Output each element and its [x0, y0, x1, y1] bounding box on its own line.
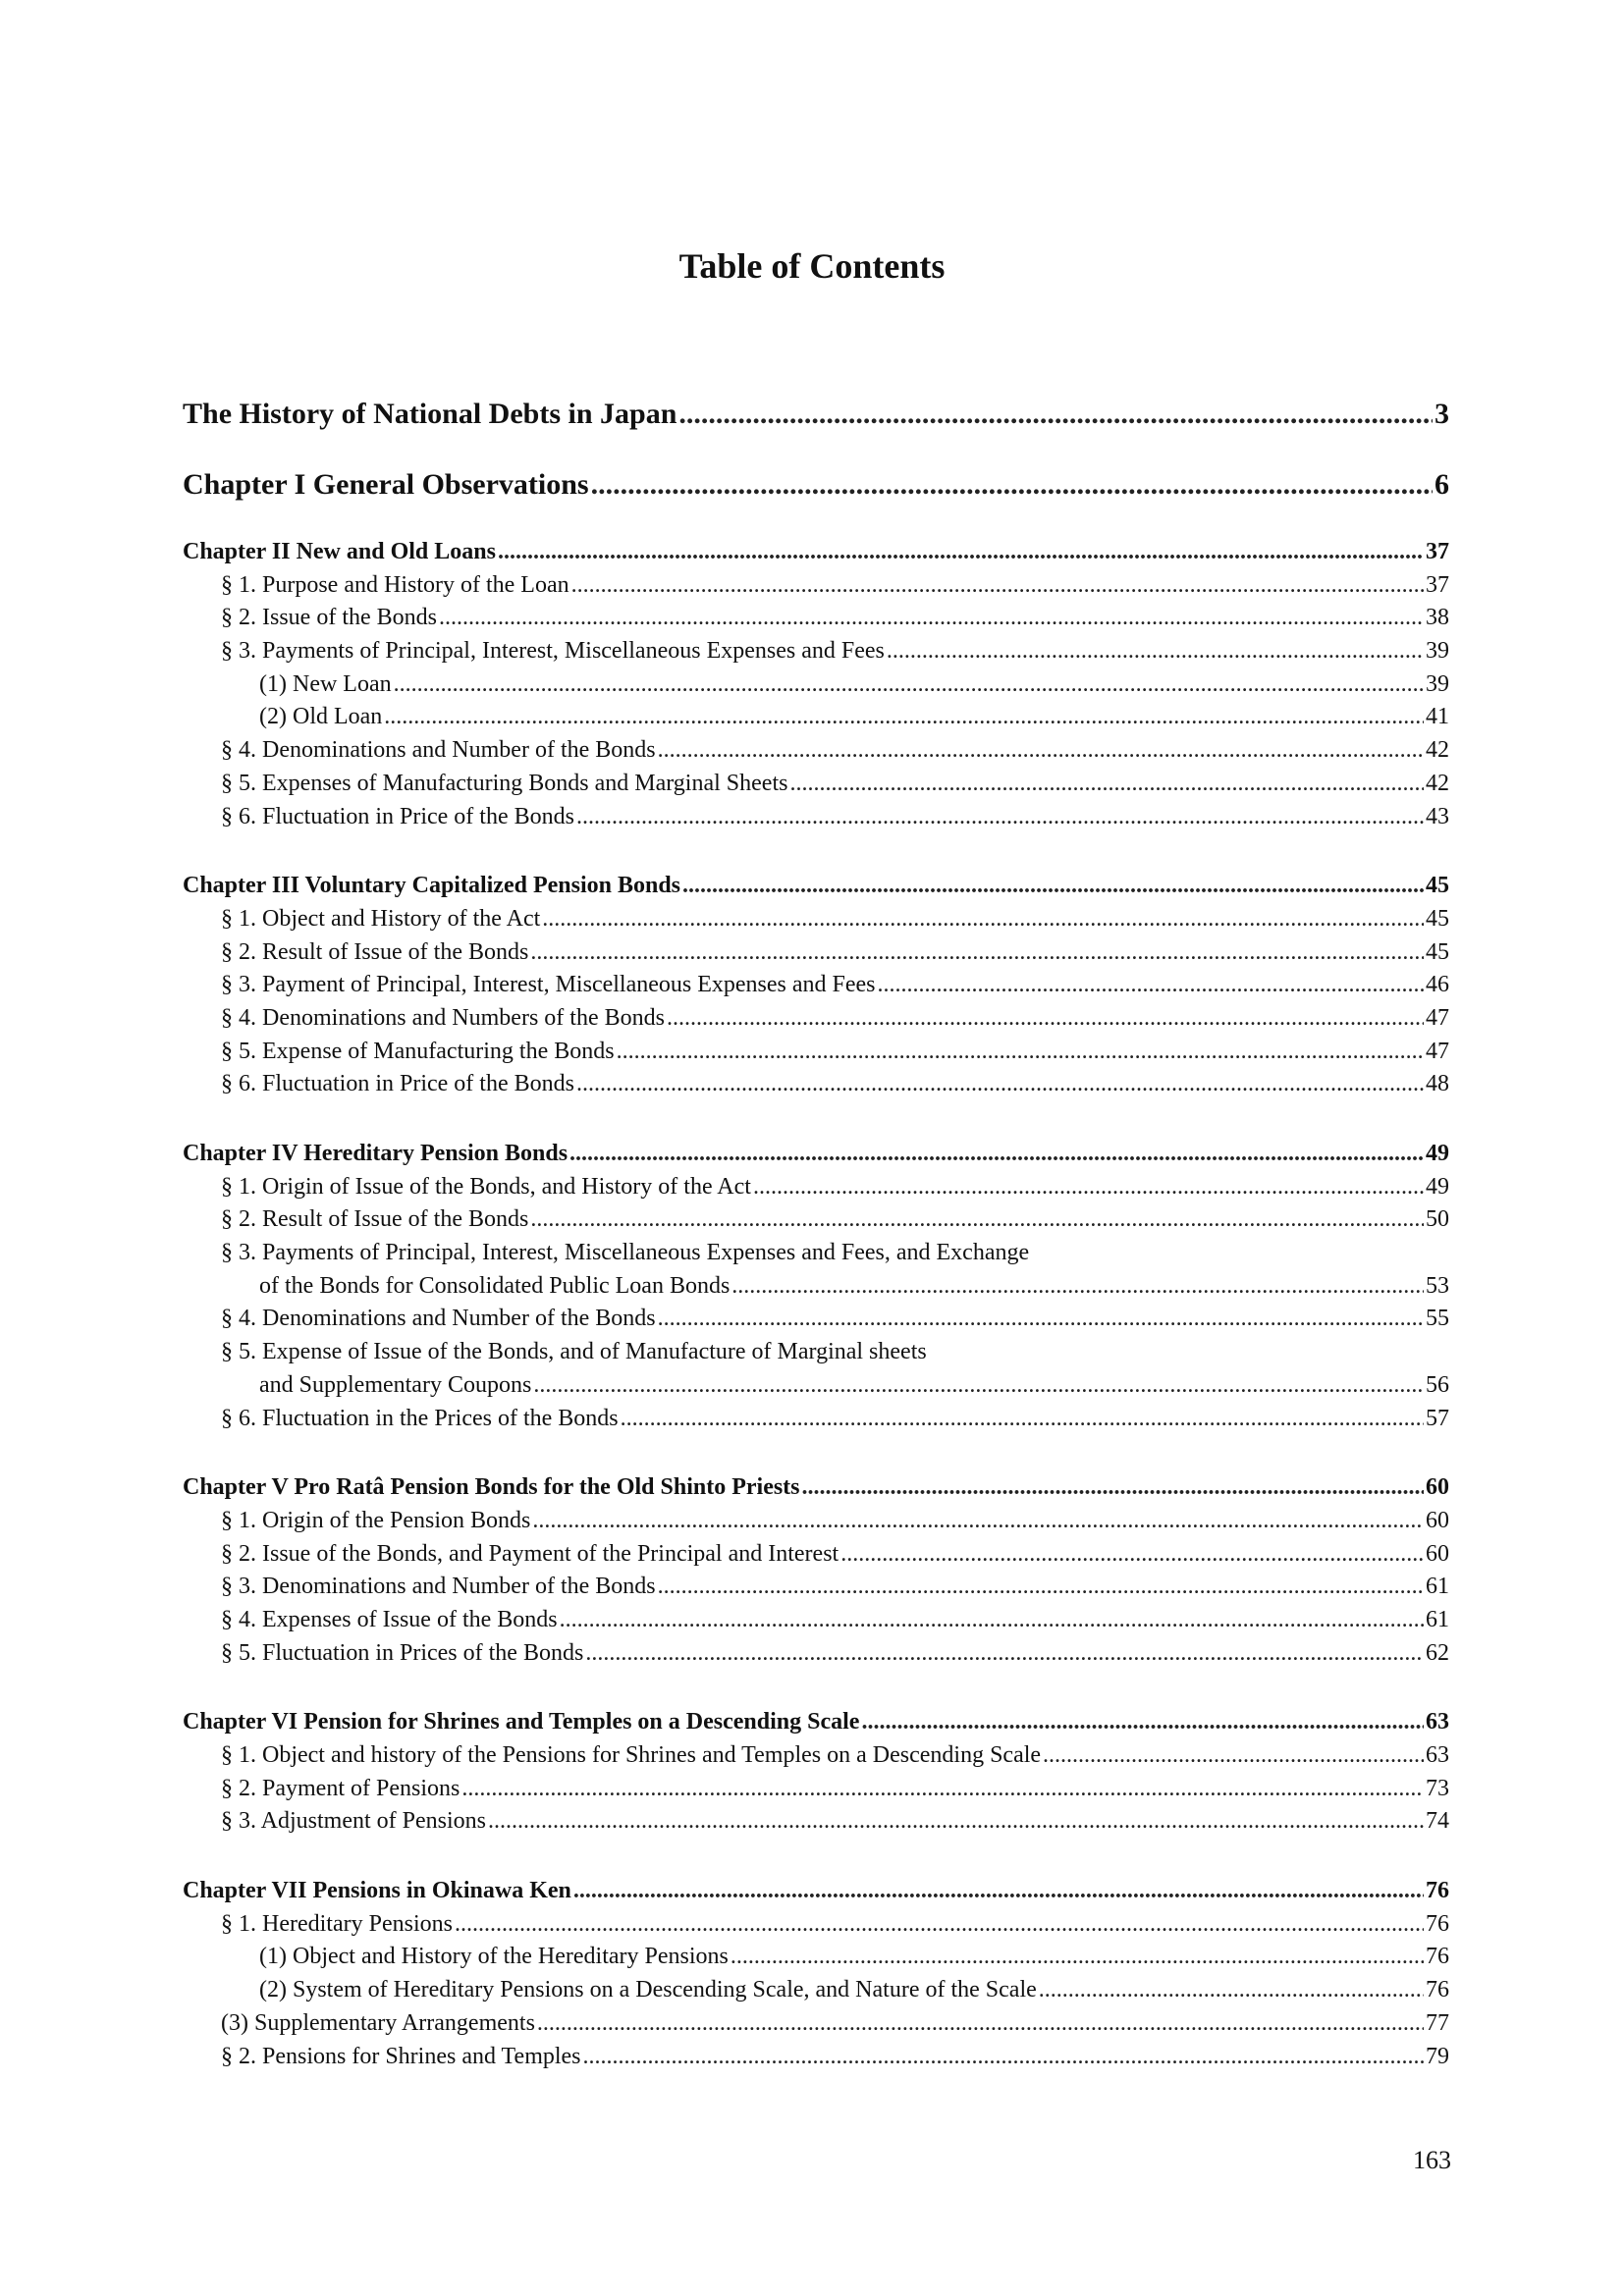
page-ref: 76 — [1426, 1977, 1449, 2003]
entry-title: § 6. Fluctuation in Price of the Bonds — [221, 803, 574, 829]
page-ref: 61 — [1426, 1606, 1449, 1632]
entry-title: Chapter V Pro Ratâ Pension Bonds for the Old Shinto Priests — [183, 1474, 800, 1501]
chapter-block — [183, 536, 1449, 833]
toc-section-entry — [183, 1773, 1449, 1806]
dot-leader — [461, 1773, 1424, 1806]
dot-leader — [617, 1036, 1424, 1069]
entry-title: § 2. Pensions for Shrines and Temples — [221, 2043, 581, 2069]
dot-leader — [542, 903, 1424, 936]
page-ref: 46 — [1426, 972, 1449, 998]
page-ref: 63 — [1426, 1742, 1449, 1768]
page-ref: 73 — [1426, 1775, 1449, 1801]
page-ref: 45 — [1426, 938, 1449, 965]
entry-title: Chapter VI Pension for Shrines and Temples on a Descending Scale — [183, 1709, 860, 1735]
entry-title: § 1. Origin of Issue of the Bonds, and History of the Act — [221, 1173, 751, 1200]
entry-title: Chapter III Voluntary Capitalized Pension Bonds — [183, 873, 680, 899]
dot-leader — [1043, 1739, 1424, 1773]
dot-leader — [840, 1538, 1424, 1572]
dot-leader — [861, 1706, 1424, 1739]
toc-section-entry — [183, 1908, 1449, 1942]
page-ref: 6 — [1435, 468, 1449, 501]
toc-section-entry — [183, 768, 1449, 801]
dot-leader — [573, 1875, 1424, 1908]
dot-leader — [439, 602, 1424, 635]
toc-section-entry — [183, 1270, 1449, 1304]
dot-leader — [878, 969, 1424, 1002]
dot-leader — [887, 635, 1424, 668]
dot-leader — [530, 1203, 1424, 1237]
toc-major-entry — [183, 395, 1449, 434]
toc-section-entry — [183, 1805, 1449, 1839]
dot-leader — [583, 2041, 1424, 2074]
entry-title: The History of National Debts in Japan — [183, 398, 677, 430]
toc-major-entry — [183, 465, 1449, 505]
entry-title: § 2. Issue of the Bonds, and Payment of the Principal and Interest — [221, 1540, 839, 1567]
page-ref: 49 — [1426, 1141, 1449, 1166]
toc-section-entry — [183, 1739, 1449, 1773]
toc-section-entry — [183, 1369, 1449, 1403]
dot-leader — [678, 395, 1433, 434]
entry-title: § 3. Payments of Principal, Interest, Miscellaneous Expenses and Fees — [221, 638, 885, 665]
toc-section-entry — [183, 1036, 1449, 1069]
entry-title: § 6. Fluctuation in Price of the Bonds — [221, 1071, 574, 1097]
page-ref: 76 — [1426, 1910, 1449, 1937]
entry-title: § 3. Adjustment of Pensions — [221, 1808, 487, 1835]
page-ref: 61 — [1426, 1574, 1449, 1600]
entry-title: § 1. Purpose and History of the Loan — [221, 571, 569, 598]
page-ref: 47 — [1426, 1004, 1449, 1031]
toc-section-entry — [183, 1538, 1449, 1572]
toc-section-entry — [183, 2007, 1449, 2041]
page-ref: 39 — [1426, 670, 1449, 697]
chapter-block — [183, 1138, 1449, 1435]
toc-chapter-heading — [183, 1138, 1449, 1171]
toc-chapter-heading — [183, 1875, 1449, 1908]
page-ref: 39 — [1426, 638, 1449, 665]
page-ref: 56 — [1426, 1371, 1449, 1398]
toc-section-entry — [183, 903, 1449, 936]
dot-leader — [560, 1604, 1424, 1637]
dot-leader — [576, 801, 1424, 834]
toc-section-lead-line: § 5. Expense of Issue of the Bonds, and of Manufacture of Marginal sheets — [221, 1339, 927, 1365]
toc-section-entry — [183, 1068, 1449, 1101]
entry-title: Chapter I General Observations — [183, 468, 589, 501]
toc-section-entry — [183, 1637, 1449, 1671]
dot-leader — [731, 1941, 1424, 1974]
dot-leader — [658, 1571, 1424, 1604]
page-ref: 60 — [1426, 1540, 1449, 1567]
toc-section-entry — [183, 1171, 1449, 1204]
page-ref: 48 — [1426, 1071, 1449, 1097]
dot-leader — [498, 536, 1424, 569]
dot-leader — [455, 1908, 1424, 1942]
entry-title: and Supplementary Coupons — [259, 1371, 532, 1398]
entry-title: § 2. Result of Issue of the Bonds — [221, 938, 529, 965]
toc-chapter-heading — [183, 1471, 1449, 1505]
entry-title: (1) Object and History of the Hereditary Pensions — [259, 1944, 729, 1970]
page-ref: 37 — [1426, 539, 1449, 564]
entry-title: § 5. Fluctuation in Prices of the Bonds — [221, 1639, 584, 1666]
table-of-contents — [183, 395, 1449, 2109]
toc-subsection-entry — [183, 1941, 1449, 1974]
page-ref: 42 — [1426, 770, 1449, 796]
chapter-block — [183, 1471, 1449, 1670]
page-ref: 60 — [1426, 1474, 1449, 1501]
dot-leader — [532, 1505, 1424, 1538]
chapter-block — [183, 1706, 1449, 1839]
dot-leader — [802, 1471, 1424, 1505]
page-ref: 63 — [1426, 1709, 1449, 1735]
toc-section-entry — [183, 635, 1449, 668]
page-ref: 76 — [1426, 1944, 1449, 1970]
chapter-block — [183, 870, 1449, 1101]
page-title: Table of Contents — [678, 246, 946, 286]
page-ref: 55 — [1426, 1306, 1449, 1332]
page-ref: 77 — [1426, 2009, 1449, 2036]
page-ref: 60 — [1426, 1507, 1449, 1533]
toc-chapter-heading — [183, 1706, 1449, 1739]
page-ref: 45 — [1426, 873, 1449, 899]
page-ref: 43 — [1426, 803, 1449, 829]
dot-leader — [576, 1068, 1424, 1101]
entry-title: § 6. Fluctuation in the Prices of the Bonds — [221, 1405, 619, 1431]
toc-section-entry — [183, 602, 1449, 635]
dot-leader — [1039, 1974, 1424, 2007]
dot-leader — [731, 1270, 1424, 1304]
toc-section-entry — [183, 1604, 1449, 1637]
page-ref: 57 — [1426, 1405, 1449, 1431]
page-ref: 3 — [1435, 398, 1449, 430]
dot-leader — [585, 1637, 1424, 1671]
entry-title: of the Bonds for Consolidated Public Loan Bonds — [259, 1272, 731, 1299]
entry-title: § 2. Payment of Pensions — [221, 1775, 460, 1801]
toc-section-entry — [183, 1571, 1449, 1604]
toc-section-entry — [183, 1203, 1449, 1237]
entry-title: Chapter II New and Old Loans — [183, 539, 496, 564]
toc-subsection-entry — [183, 1974, 1449, 2007]
entry-title: (2) System of Hereditary Pensions on a Descending Scale, and Nature of the Scale — [259, 1977, 1037, 2003]
dot-leader — [667, 1002, 1424, 1036]
page-ref: 74 — [1426, 1808, 1449, 1835]
toc-section-entry — [183, 734, 1449, 768]
dot-leader — [789, 768, 1424, 801]
toc-section-entry — [183, 801, 1449, 834]
dot-leader — [571, 569, 1424, 603]
toc-section-entry — [183, 1303, 1449, 1336]
page-ref: 42 — [1426, 737, 1449, 764]
dot-leader — [569, 1138, 1424, 1171]
toc-section-entry — [183, 936, 1449, 970]
page-ref: 62 — [1426, 1639, 1449, 1666]
entry-title: Chapter IV Hereditary Pension Bonds — [183, 1141, 568, 1166]
entry-title: Chapter VII Pensions in Okinawa Ken — [183, 1878, 571, 1904]
dot-leader — [488, 1805, 1424, 1839]
entry-title: § 5. Expenses of Manufacturing Bonds and Marginal Sheets — [221, 770, 788, 796]
entry-title: § 1. Object and History of the Act — [221, 905, 541, 932]
entry-title: § 4. Denominations and Number of the Bonds — [221, 1306, 656, 1332]
toc-section-entry — [183, 2041, 1449, 2074]
entry-title: § 2. Result of Issue of the Bonds — [221, 1206, 529, 1233]
chapter-block — [183, 1875, 1449, 2073]
dot-leader — [591, 465, 1433, 505]
entry-title: § 4. Denominations and Numbers of the Bonds — [221, 1004, 665, 1031]
toc-section-entry — [183, 969, 1449, 1002]
toc-subsection-entry — [183, 668, 1449, 702]
toc-section-entry — [183, 569, 1449, 603]
toc-chapter-heading — [183, 870, 1449, 903]
dot-leader — [621, 1403, 1424, 1436]
page-ref: 49 — [1426, 1173, 1449, 1200]
page-ref: 53 — [1426, 1272, 1449, 1299]
page-ref: 45 — [1426, 905, 1449, 932]
entry-title: § 1. Hereditary Pensions — [221, 1910, 453, 1937]
dot-leader — [394, 668, 1424, 702]
page-ref: 76 — [1426, 1878, 1449, 1904]
dot-leader — [682, 870, 1424, 903]
entry-title: § 5. Expense of Manufacturing the Bonds — [221, 1038, 615, 1064]
toc-section-entry — [183, 1505, 1449, 1538]
page-ref: 38 — [1426, 605, 1449, 631]
entry-title: § 4. Denominations and Number of the Bonds — [221, 737, 656, 764]
dot-leader — [753, 1171, 1424, 1204]
dot-leader — [533, 1369, 1424, 1403]
entry-title: § 3. Denominations and Number of the Bonds — [221, 1574, 656, 1600]
dot-leader — [530, 936, 1424, 970]
toc-section-lead-line: § 3. Payments of Principal, Interest, Miscellaneous Expenses and Fees, and Exchange — [221, 1240, 1030, 1266]
dot-leader — [537, 2007, 1424, 2041]
page-number: 163 — [1413, 2146, 1451, 2174]
entry-title: (1) New Loan — [259, 670, 392, 697]
page-ref: 50 — [1426, 1206, 1449, 1233]
toc-section-entry — [183, 1403, 1449, 1436]
entry-title: § 1. Origin of the Pension Bonds — [221, 1507, 531, 1533]
page-ref: 79 — [1426, 2043, 1449, 2069]
entry-title: § 3. Payment of Principal, Interest, Miscellaneous Expenses and Fees — [221, 972, 876, 998]
entry-title: § 2. Issue of the Bonds — [221, 605, 437, 631]
toc-chapter-heading — [183, 536, 1449, 569]
entry-title: (2) Old Loan — [259, 704, 383, 730]
toc-subsection-entry — [183, 701, 1449, 734]
toc-section-entry — [183, 1002, 1449, 1036]
page-ref: 47 — [1426, 1038, 1449, 1064]
entry-title: § 4. Expenses of Issue of the Bonds — [221, 1606, 558, 1632]
entry-title: § 1. Object and history of the Pensions for Shrines and Temples on a Descending Scale — [221, 1742, 1042, 1768]
dot-leader — [658, 734, 1424, 768]
dot-leader — [658, 1303, 1424, 1336]
page-ref: 37 — [1426, 571, 1449, 598]
page-ref: 41 — [1426, 704, 1449, 730]
dot-leader — [384, 701, 1424, 734]
entry-title: (3) Supplementary Arrangements — [221, 2009, 535, 2036]
